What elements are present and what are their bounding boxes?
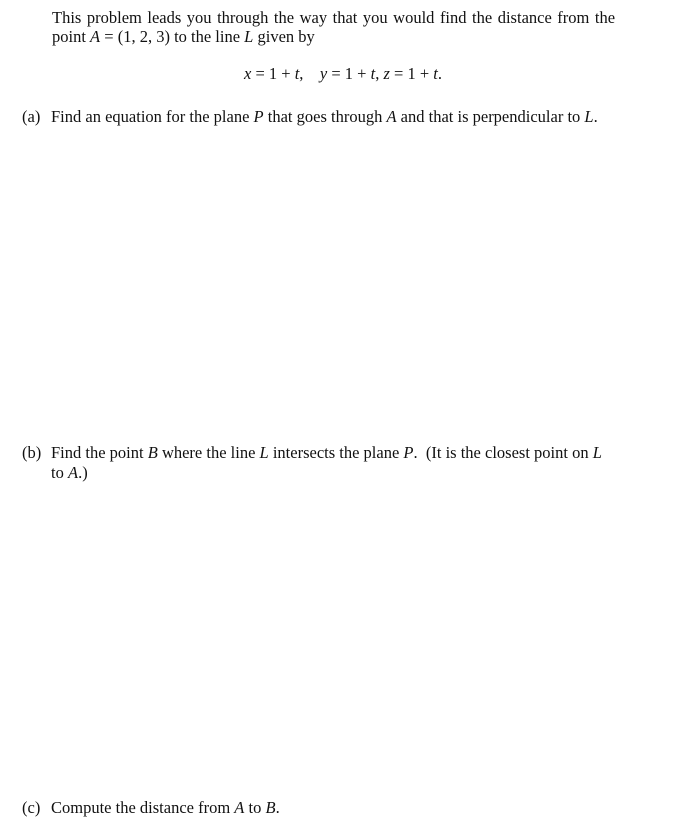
intro-text-2b: to the line xyxy=(169,27,245,46)
eq-y-t: t xyxy=(370,64,376,83)
part-b xyxy=(22,443,602,463)
part-b-var-L: L xyxy=(259,443,269,462)
part-b-line-2 xyxy=(51,463,88,483)
part-a-text-1: Find an equation for the plane xyxy=(51,107,254,126)
part-c-var-A: A xyxy=(234,798,245,817)
intro-line-2 xyxy=(52,27,315,47)
eq-y: y xyxy=(319,64,328,83)
eq-z-t: t xyxy=(433,64,438,83)
part-a-text-2: that goes through xyxy=(263,107,387,126)
part-a-var-L: L xyxy=(584,107,594,126)
intro-text-2c: given by xyxy=(253,27,315,46)
part-b-label: (b) xyxy=(22,443,42,462)
part-b-text-6: .) xyxy=(78,463,88,482)
eq-z: z xyxy=(383,64,390,83)
part-b-var-L-2: L xyxy=(592,443,602,462)
part-b-text-5: to xyxy=(51,463,68,482)
eq-y-rhs: = 1 + xyxy=(327,64,371,83)
part-a xyxy=(22,107,598,127)
eq-x-t: t xyxy=(294,64,300,83)
part-c-text-1: Compute the distance from xyxy=(51,798,235,817)
eq-end: . xyxy=(437,64,442,83)
eq-z-rhs: = 1 + xyxy=(389,64,434,83)
part-a-text-3: and that is perpendicular to xyxy=(396,107,585,126)
part-b-var-P: P xyxy=(403,443,414,462)
part-a-var-P: P xyxy=(253,107,264,126)
var-A: A xyxy=(90,27,101,46)
point-coordinates: = (1, 2, 3) xyxy=(100,27,170,46)
var-L: L xyxy=(244,27,254,46)
part-b-var-B: B xyxy=(147,443,158,462)
part-a-text-4: . xyxy=(593,107,598,126)
part-c-label: (c) xyxy=(22,798,41,817)
eq-sep-1: , xyxy=(299,64,320,83)
eq-sep-2: , xyxy=(375,64,384,83)
part-a-var-A: A xyxy=(386,107,397,126)
intro-text-1: This problem leads you through the way that you would find the distance from the xyxy=(52,8,616,27)
intro-text-2a: point xyxy=(52,27,91,46)
part-b-var-A: A xyxy=(67,463,79,482)
eq-x-rhs: = 1 + xyxy=(251,64,295,83)
part-b-text-2: where the line xyxy=(157,443,260,462)
intro-line-1 xyxy=(52,8,667,28)
eq-x: x xyxy=(244,64,252,83)
part-c-text-3: . xyxy=(275,798,280,817)
part-c xyxy=(22,798,280,818)
part-a-label: (a) xyxy=(22,107,41,126)
part-c-text-2: to xyxy=(244,798,266,817)
part-b-text-1: Find the point xyxy=(51,443,148,462)
part-b-text-4: . (It is the closest point on xyxy=(413,443,593,462)
part-c-var-B: B xyxy=(265,798,276,817)
line-equation xyxy=(244,64,442,84)
part-b-text-3: intersects the plane xyxy=(268,443,404,462)
